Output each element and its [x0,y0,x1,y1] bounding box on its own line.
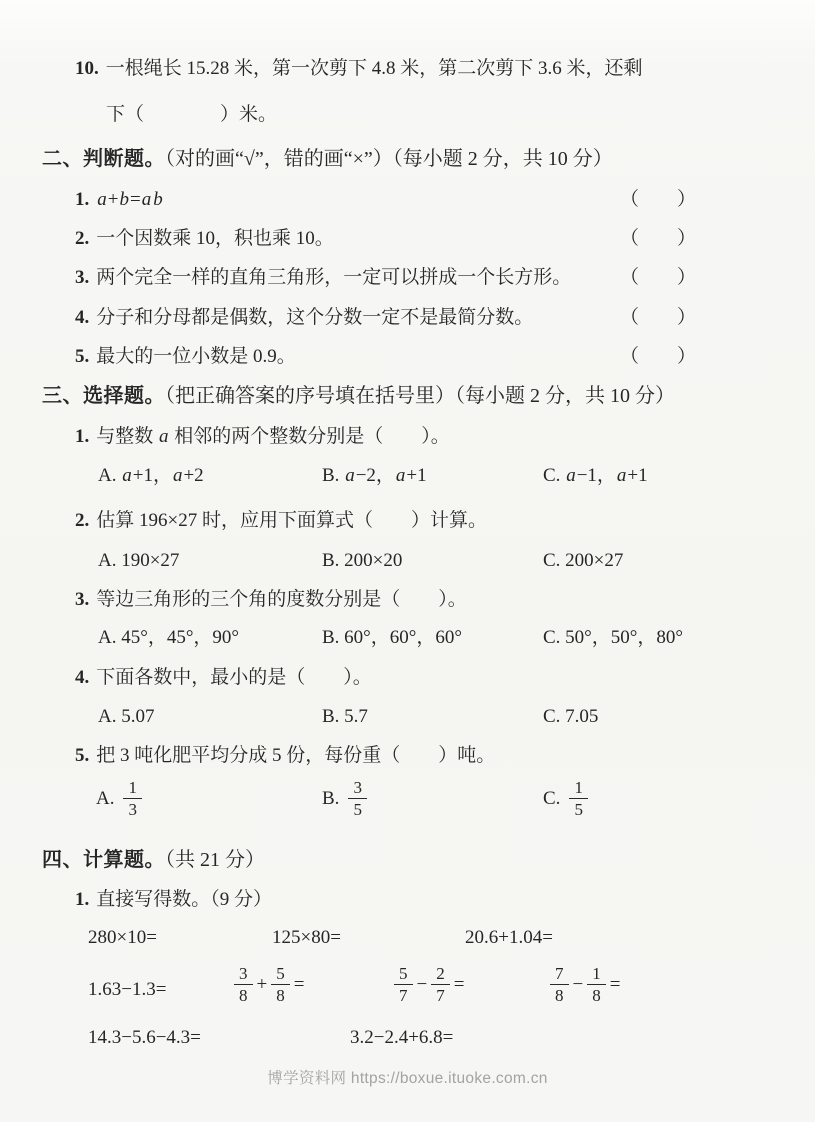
judge-section-title [42,147,613,172]
judge-section-title-rest: （对的画“√”，错的画“×”）（每小题 2 分，共 10 分） [165,148,613,170]
answer-bracket: （ ） [620,307,697,328]
fraction [394,964,413,1005]
option-label: A. [96,787,115,809]
choice-2-option-b: B. 200×20 [322,550,403,571]
choice-5-option-c [543,778,590,819]
fraction-numerator: 5 [271,964,290,985]
calc-section-title-bold: 四、计算题。 [42,849,165,871]
item-number: 2. [75,228,90,249]
calc-sub1-text: 直接写得数。（9 分） [96,889,273,910]
calc-expression: 1.63−1.3= [88,979,167,1000]
choice-1-option-a: A. a+1，a+2 [98,465,204,486]
question-number: 10. [75,58,99,79]
judge-item-2 [75,227,334,251]
fraction [431,964,450,1005]
choice-2-option-c: C. 200×27 [543,550,624,571]
calc-expression-fraction [548,964,620,1005]
judge-item-3-text: 两个完全一样的直角三角形，一定可以拼成一个长方形。 [96,267,572,288]
item-number: 1. [75,189,90,210]
operator: + [256,973,268,995]
fraction-denominator: 5 [574,800,583,820]
fraction-denominator: 8 [555,986,564,1006]
option-label: C. [543,787,561,809]
item-number: 5. [75,346,90,367]
fraction [271,964,290,1005]
calc-expression: 3.2−2.4+6.8= [350,1027,454,1048]
choice-question-4 [75,666,372,690]
choice-question-4-stem: 下面各数中，最小的是（ ）。 [96,667,372,688]
item-number: 1. [75,889,90,910]
fraction-numerator: 3 [234,964,253,985]
choice-1-option-b: B. a−2，a+1 [322,465,427,486]
operator: − [416,973,428,995]
fraction-numerator: 7 [550,964,569,985]
operator: − [572,973,584,995]
choice-question-5-stem: 把 3 吨化肥平均分成 5 份，每份重（ ）吨。 [96,745,496,766]
choice-3-option-a: A. 45°，45°，90° [98,627,240,648]
fraction [587,964,606,1005]
fraction-numerator: 3 [348,778,367,799]
calc-expression: 20.6+1.04= [465,927,553,948]
judge-item-4-text: 分子和分母都是偶数，这个分数一定不是最简分数。 [96,307,534,328]
calc-expression: 125×80= [272,927,341,948]
choice-question-1 [75,425,450,449]
fraction [123,778,142,819]
item-number: 2. [75,510,90,531]
calc-sub1-title [75,888,272,912]
fraction-denominator: 3 [128,800,137,820]
choice-4-option-b: B. 5.7 [322,706,368,727]
fraction-denominator: 8 [592,986,601,1006]
choice-2-option-a: A. 190×27 [98,550,180,571]
calc-section-title [42,848,265,873]
question-10-text-cont: 下（ ）米。 [106,104,278,125]
fraction-numerator: 2 [431,964,450,985]
calc-expression: 280×10= [88,927,157,948]
choice-section-title [42,384,675,409]
equals-sign: = [609,973,621,995]
equals-sign: = [453,973,465,995]
choice-question-1-stem: 与整数 a 相邻的两个整数分别是（ ）。 [96,426,450,447]
calc-expression: 14.3−5.6−4.3= [88,1027,201,1048]
footer-watermark: 博学资料网 https://boxue.ituoke.com.cn [267,1070,548,1087]
choice-section-title-rest: （把正确答案的序号填在括号里）（每小题 2 分，共 10 分） [165,385,675,407]
fraction [569,778,588,819]
choice-question-2-stem: 估算 196×27 时，应用下面算式（ ）计算。 [96,510,487,531]
choice-4-option-a: A. 5.07 [98,706,155,727]
choice-question-3-stem: 等边三角形的三个角的度数分别是（ ）。 [96,589,467,610]
answer-bracket: （ ） [620,267,697,288]
question-10-line2 [106,103,277,127]
choice-4-option-c: C. 7.05 [543,706,599,727]
judge-section-title-bold: 二、判断题。 [42,148,165,170]
fraction-denominator: 7 [399,986,408,1006]
choice-question-5 [75,744,495,768]
fraction-denominator: 5 [353,800,362,820]
fraction [550,964,569,1005]
item-number: 3. [75,589,90,610]
fraction-denominator: 8 [276,986,285,1006]
fraction [234,964,253,1005]
equals-sign: = [293,973,305,995]
calc-expression-fraction [232,964,304,1005]
item-number: 1. [75,426,90,447]
judge-item-5-text: 最大的一位小数是 0.9。 [96,346,296,367]
fraction-denominator: 8 [239,986,248,1006]
fraction-numerator: 5 [394,964,413,985]
judge-item-5 [75,345,296,369]
item-number: 4. [75,667,90,688]
fraction-numerator: 1 [123,778,142,799]
judge-item-2-text: 一个因数乘 10，积也乘 10。 [96,228,334,249]
fraction [348,778,367,819]
choice-3-option-c: C. 50°，50°，80° [543,627,683,648]
calc-expression-fraction [392,964,464,1005]
choice-section-title-bold: 三、选择题。 [42,385,165,407]
answer-bracket: （ ） [620,346,697,367]
judge-item-1-text: a+b=a b [97,189,163,210]
choice-5-option-b [322,778,369,819]
fraction-denominator: 7 [436,986,445,1006]
answer-bracket: （ ） [620,189,697,210]
choice-3-option-b: B. 60°，60°，60° [322,627,462,648]
judge-item-1 [75,188,164,212]
question-10-text: 一根绳长 15.28 米，第一次剪下 4.8 米，第二次剪下 3.6 米，还剩 [105,58,643,79]
judge-item-4 [75,306,533,330]
choice-question-2 [75,509,487,533]
choice-1-option-c: C. a−1，a+1 [543,465,648,486]
option-label: B. [322,787,340,809]
choice-5-option-a [96,778,144,819]
item-number: 3. [75,267,90,288]
choice-question-3 [75,588,467,612]
judge-item-3 [75,266,571,290]
fraction-numerator: 1 [587,964,606,985]
fraction-numerator: 1 [569,778,588,799]
question-10-line1 [75,57,643,81]
answer-bracket: （ ） [620,228,697,249]
calc-section-title-rest: （共 21 分） [165,849,265,871]
item-number: 5. [75,745,90,766]
item-number: 4. [75,307,90,328]
